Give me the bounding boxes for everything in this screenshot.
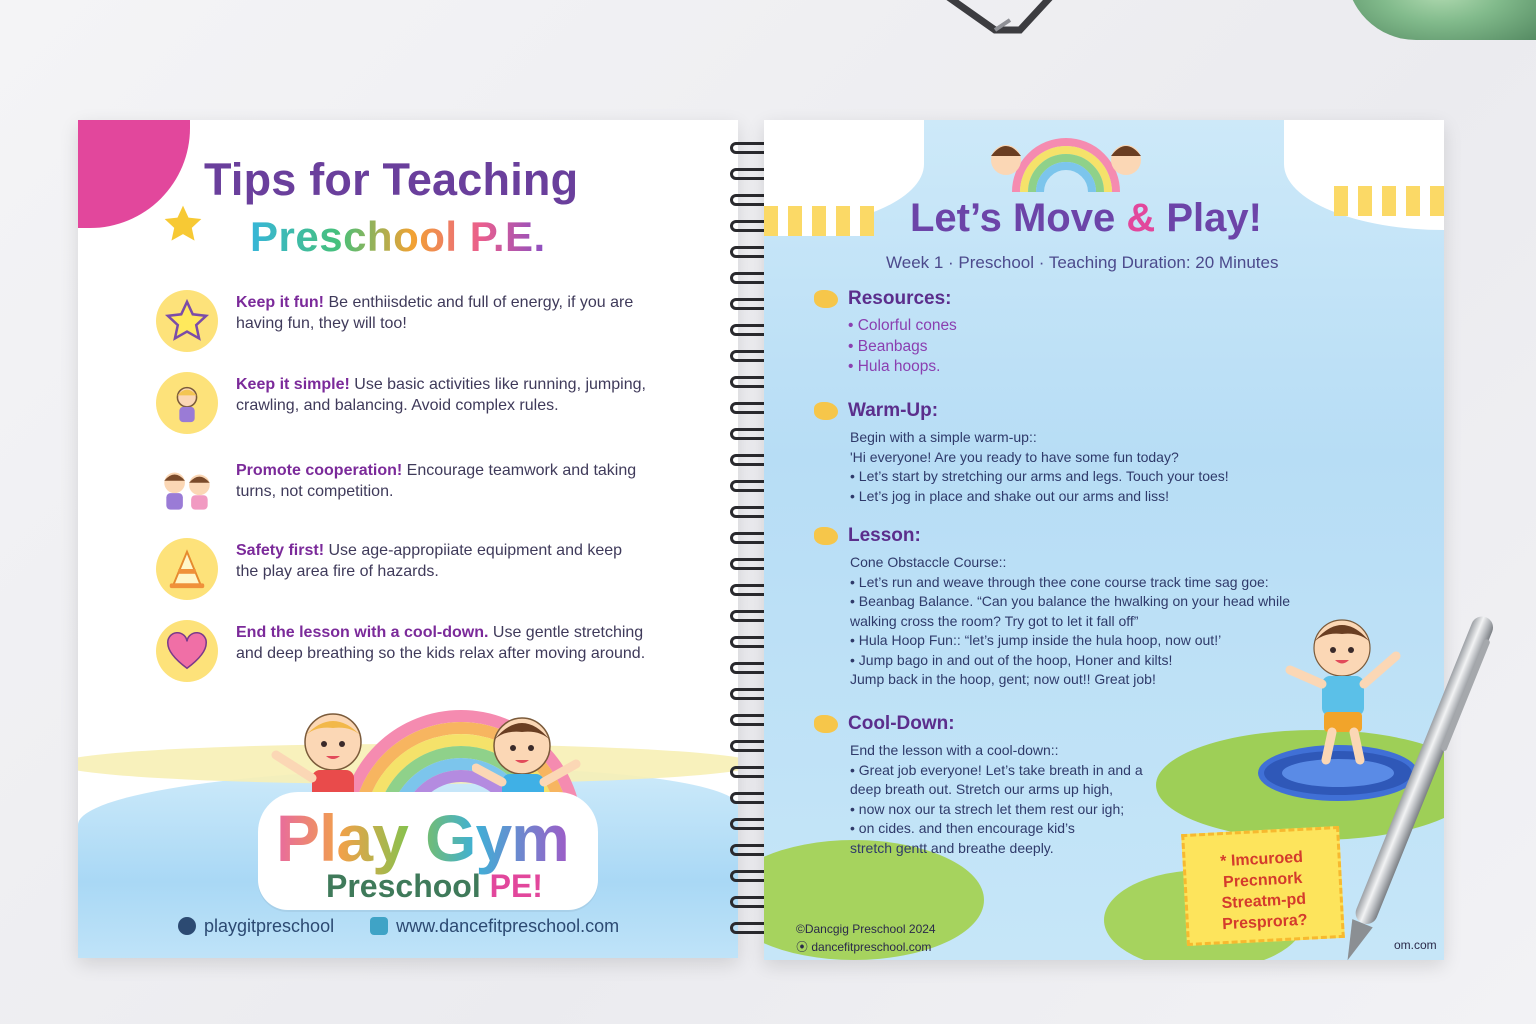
star-icon <box>160 202 206 246</box>
heart-icon <box>156 620 218 682</box>
tip-item <box>156 458 716 520</box>
child-jumping-illustration <box>1280 600 1410 770</box>
globe-icon <box>370 917 388 935</box>
website-link[interactable]: ⦿ dancefitpreschool.com <box>796 940 932 954</box>
tip-lead: End the lesson with a cool-down. <box>236 624 489 641</box>
tip-item <box>156 372 716 434</box>
star-bullet-icon <box>814 715 838 733</box>
lesson-title: Let’s Move & Play! <box>910 196 1262 240</box>
list-item: • Colorful cones <box>848 316 957 337</box>
two-kids-icon <box>156 458 218 520</box>
tip-lead: Safety first! <box>236 542 325 559</box>
tip-text: Keep it simple! Use basic activities like running, jumping, crawling, and balancing. Avoid complex rules. <box>236 376 646 414</box>
left-page <box>78 120 738 958</box>
text-line: • on cides. and then encourage kid’s <box>850 820 1075 836</box>
star-bullet-icon <box>814 290 838 308</box>
heart-bullet-icon <box>814 402 838 420</box>
sticker-note: * Imcuroed Precnnork Streatm-pd Presprora? <box>1181 826 1345 946</box>
tip-text: Keep it fun! Be enthiisdetic and full of energy, if you are having fun, they will too! <box>236 294 634 332</box>
list-item: • Beanbags <box>848 337 957 358</box>
tip-item <box>156 620 716 682</box>
text-line: Jump back in the hoop, gent; now out!! Great job! <box>850 671 1156 687</box>
text-line: • Hula Hoop Fun:: “let’s jump inside the hula hoop, now out!’ <box>850 632 1222 648</box>
text-line: • Let’s run and weave through thee cone course track time sag goe: <box>850 573 1269 590</box>
tip-lead: Keep it simple! <box>236 376 350 393</box>
tip-text: Safety first! Use age-appropiiate equipment and keep the play area fire of hazards. <box>236 542 623 580</box>
text-line: • Beanbag Balance. “Can you balance the hwalking on your head while <box>850 593 1290 609</box>
text-line: 'Hi everyone! Are you ready to have some fun today? <box>850 448 1179 465</box>
social-link[interactable]: playgitpreschool <box>178 916 334 937</box>
child-illustration <box>472 706 582 806</box>
star-bullet-icon <box>814 527 838 545</box>
text-line: Begin with a simple warm-up:: <box>850 429 1037 445</box>
text-line: walking cross the room? Try got to let it fall off” <box>850 612 1139 629</box>
text-line: deep breath out. Stretch our arms up high, <box>850 781 1114 797</box>
tip-text: Promote cooperation! Encourage teamwork and taking turns, not competition. <box>236 462 637 500</box>
website-link[interactable]: www.dancefitpreschool.com <box>370 916 619 937</box>
lesson-meta: Week 1 · Preschool · Teaching Duration: 20 Minutes <box>886 253 1279 272</box>
right-page <box>764 120 1444 960</box>
eyeglasses-icon <box>900 0 1090 70</box>
text-line: End the lesson with a cool-down:: <box>850 742 1059 758</box>
website-link-partial: om.com <box>1394 938 1437 952</box>
tip-item <box>156 290 716 352</box>
rainbow-kids-icon <box>976 130 1156 192</box>
social-icon <box>178 917 196 935</box>
text-line: Cone Obstaccle Course:: <box>850 554 1007 570</box>
right-footer <box>796 920 1437 956</box>
section-heading: Warm-Up: <box>848 400 939 421</box>
text-line: • Jump bago in and out of the hoop, Honer and kilts! <box>850 651 1173 668</box>
text-line: • Let’s jog in place and shake out our arms and liss! <box>850 487 1170 504</box>
copyright-text: ©Dancgig Preschool 2024 <box>796 922 936 936</box>
tip-lead: Promote cooperation! <box>236 462 403 479</box>
section-heading: Resources: <box>848 288 952 309</box>
text-line: stretch gentt and breathe deeply. <box>850 839 1054 856</box>
bunting-decoration <box>1334 186 1444 216</box>
cooldown-section <box>814 713 1143 858</box>
bunting-decoration <box>764 206 874 236</box>
section-heading: Lesson: <box>848 525 921 546</box>
cone-icon <box>156 538 218 600</box>
text-line: • Let’s start by stretching our arms and legs. Touch your toes! <box>850 468 1229 484</box>
lesson-section <box>814 525 1290 690</box>
glass-bottle <box>1346 0 1536 40</box>
star-icon <box>156 290 218 352</box>
page-title: Tips for Teaching <box>204 154 579 205</box>
tip-lead: Keep it fun! <box>236 294 324 311</box>
page-subtitle: Preschool P.E. <box>250 213 546 260</box>
child-wave-icon <box>156 372 218 434</box>
resources-section <box>814 288 957 378</box>
brand-logo-subtitle: Preschool PE! <box>326 868 543 904</box>
section-heading: Cool-Down: <box>848 713 955 734</box>
warmup-section <box>814 400 1229 506</box>
tip-item <box>156 538 716 600</box>
left-footer <box>178 916 619 937</box>
text-line: • Great job everyone! Let’s take breath in and a <box>850 761 1143 778</box>
brand-logo: Play Gym <box>276 801 569 875</box>
tip-text: End the lesson with a cool-down. Use gentle stretching and deep breathing so the kids relax after moving around. <box>236 624 646 662</box>
list-item: • Hula hoops. <box>848 357 957 378</box>
text-line: • now nox our ta strech let them rest our igh; <box>850 800 1125 817</box>
